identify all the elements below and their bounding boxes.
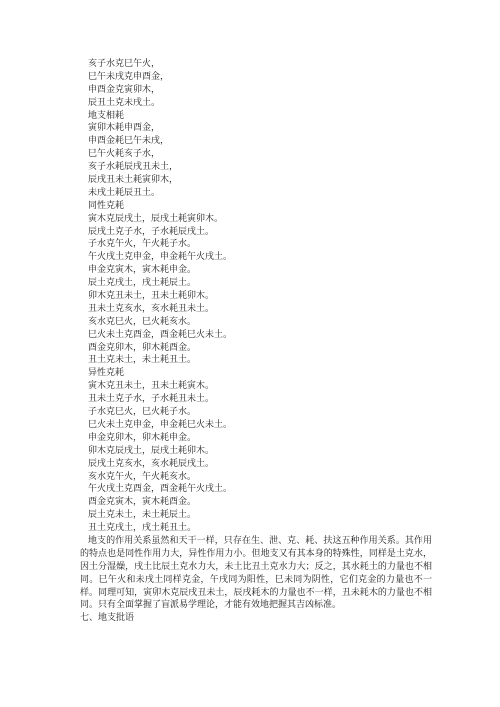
text-line: 寅木克丑未土，丑未土耗寅木。 [88, 381, 215, 392]
text-line: 丑未土克亥水，亥水耗丑未土。 [88, 303, 215, 314]
text-line: 亥子水耗辰戌丑未土， [88, 162, 179, 173]
section-heading: 同性克耗 [88, 200, 125, 211]
text-line: 寅木克辰戌土，辰戌土耗寅卯木。 [88, 213, 224, 224]
text-line: 申酉金克寅卯木， [88, 84, 161, 95]
text-line: 子水克午火，午火耗子水。 [88, 239, 197, 250]
text-line: 辰土克未土，未土耗辰土。 [88, 510, 197, 521]
text-line: 申酉金耗巳午未戌， [88, 136, 170, 147]
text-line: 巳午火耗亥子水， [88, 149, 161, 160]
text-line: 亥水克巳火，巳火耗亥水。 [88, 316, 197, 327]
section-heading: 异性克耗 [88, 368, 125, 379]
text-line: 午火戌土克酉金，酉金耗午火戌土。 [88, 484, 233, 495]
text-line: 辰丑土克未戌土。 [88, 97, 161, 108]
text-line: 巳午未戌克申酉金， [88, 71, 170, 82]
text-line: 申金克卯木，卯木耗申金。 [88, 432, 197, 443]
text-line: 寅卯木耗申酉金， [88, 123, 161, 134]
body-paragraph: 地支的作用关系虽然和天干一样，只存在生、泄、克、耗、扶这五种作用关系。其作用的特点也是同性作用力大，异性作用力小。但地支又有其本身的特殊性，同样是土克水，因土分湿燥，戌土比辰土克水力大，未土比丑土克水力大；反之，其水耗土的力量也不相同。巳午火和未戌土同样克金，午戌同为阳性，巳未同为阴性，它们克金的力量也不一样。同理可知，寅卯木克辰戌丑未土，辰戌耗木的力量也不一样，丑未耗木的力量也不相同。只有全面掌握了盲派易学理论，才能有效地把握其吉凶标准。 [80, 535, 432, 611]
document-body [80, 58, 432, 625]
text-line: 未戌土耗辰丑土。 [88, 187, 161, 198]
text-line: 子水克巳火，巳火耗子水。 [88, 407, 197, 418]
text-line: 午火戌土克申金，申金耗午火戌土。 [88, 252, 233, 263]
text-line: 丑土克戌土，戌土耗丑土。 [88, 523, 197, 534]
text-line: 丑未土克子水，子水耗丑未土。 [88, 394, 215, 405]
text-line: 亥水克午火，午火耗亥水。 [88, 471, 197, 482]
text-line: 申金克寅木，寅木耗申金。 [88, 265, 197, 276]
section-heading: 地支相耗 [88, 110, 125, 121]
text-line: 亥子水克巳午火， [88, 59, 161, 69]
text-line: 辰戌土克亥水，亥水耗辰戌土。 [88, 458, 215, 469]
text-line: 卯木克辰戌土，辰戌土耗卯木。 [88, 445, 215, 456]
text-line: 巳火未土克酉金，酉金耗巳火未土。 [88, 329, 233, 340]
text-line: 辰戌丑未土耗寅卯木， [88, 175, 179, 186]
text-line: 辰戌土克子水，子水耗辰戌土。 [88, 226, 215, 237]
text-line: 卯木克丑未土，丑未土耗卯木。 [88, 291, 215, 302]
section-heading: 七、地支批语 [80, 613, 135, 624]
text-line: 酉金克卯木，卯木耗酉金。 [88, 342, 197, 353]
text-line: 巳火未土克申金，申金耗巳火未土。 [88, 419, 233, 430]
text-line: 酉金克寅木，寅木耗酉金。 [88, 497, 197, 508]
text-line: 辰土克戌土，戌土耗辰土。 [88, 278, 197, 289]
text-line: 丑土克未土，未土耗丑土。 [88, 355, 197, 366]
